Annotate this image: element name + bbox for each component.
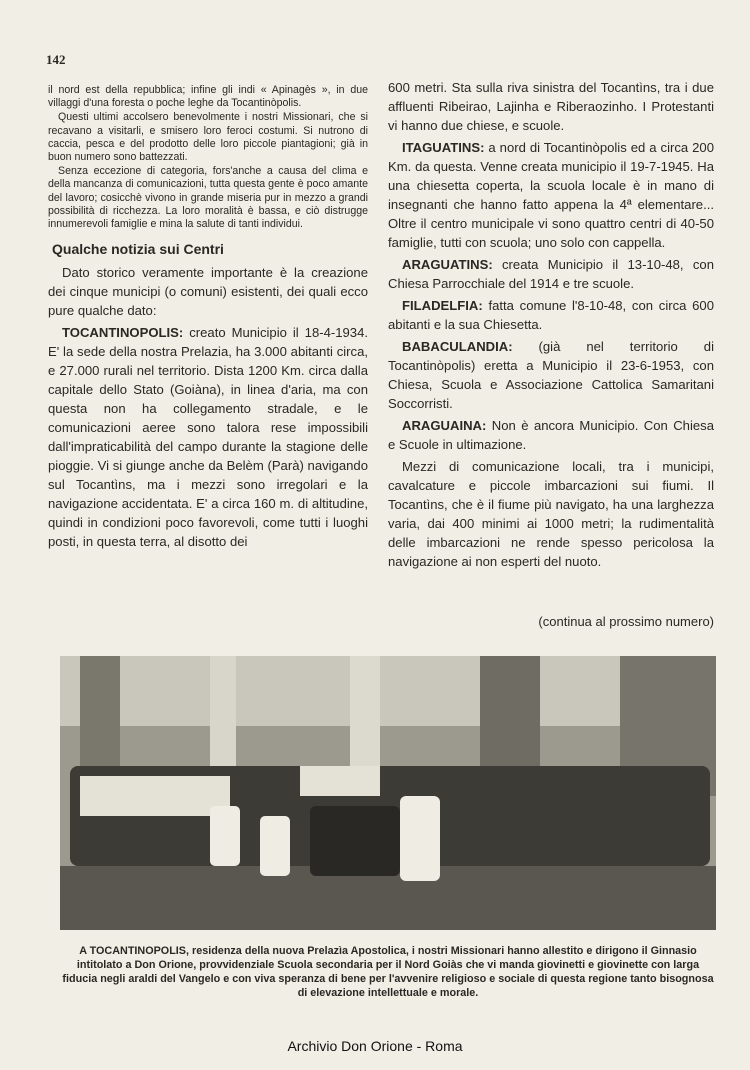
photo-caption: A TOCANTINOPOLIS, residenza della nuova Prelazìa Apostolica, i nostri Missionari hanno allestito e dirigono il Ginnasio intitolato a Don Orione, provvidenziale Scuola secondaria per il Nord Goiàs che vi manda giovinetti e giovinette con larga fiducia negli araldi del Vangelo e con viva speranza di bene per l'avvenire religioso e sociale di questa regione tanto bisognosa di elevazione intellettuale e morale. [62, 945, 714, 999]
group-photo-illustration [60, 656, 716, 930]
group-photo [60, 656, 716, 930]
page-number: 142 [46, 52, 66, 67]
paragraph: Questi ultimi accolsero benevolmente i nostri Missionari, che si recavano a visitarli, e smisero loro feroci costumi. Si nutrono di caccia, pesca e del prodotto delle loro piccole piantagioni; già in buon numero sono battezzati. [48, 111, 368, 164]
paragraph: ARAGUAINA: Non è ancora Municipio. Con Chiesa e Scuole in ultimazione. [388, 418, 714, 452]
paragraph: TOCANTINOPOLIS: creato Municipio il 18-4-1934. E' la sede della nostra Prelazia, ha 3.000 abitanti circa, e 27.000 rurali nel territorio. Dista 1200 Km. circa dalla capitale dello Stato (Goiàna), in linea d'aria, ma con questa non ha collegamento stradale, e le comunicazioni aeree sono talora rese impossibili dall'impraticabilità del campo durante la stagione delle pioggie. Vi si giunge anche da Belèm (Parà) navigando sul Tocantìns, ma i mezzi sono irregolari e la navigazione accidentata. E' a circa 160 m. di altitudine, quindi in condizioni poco favorevoli, come tutti i luoghi posti, in questa terra, al disotto dei [48, 325, 368, 550]
paragraph: 600 metri. Sta sulla riva sinistra del Tocantìns, tra i due affluenti Ribeirao, Lajinha e Riberaozinho. I Protestanti vi hanno due chiese, e scuole. [388, 80, 714, 133]
paragraph: ITAGUATINS: a nord di Tocantinòpolis ed a circa 200 Km. da questa. Venne creata municipio il 19-7-1945. Ha una chiesetta coperta, la scuola locale è in mano di insegnanti che hanno fatto appena la 4ª elementare... Oltre il centro municipale vi sono quattro centri di 40-50 famiglie, tutti con scuola; uno solo con cappella. [388, 140, 714, 250]
paragraph: il nord est della repubblica; infine gli indi « Apinagès », in due villaggi d'una foresta o poche leghe da Tocantinòpolis. [48, 84, 368, 110]
paragraph: ARAGUATINS: creata Municipio il 13-10-48, con Chiesa Parrocchiale del 1914 e tre scuole. [388, 257, 714, 291]
paragraph: BABACULANDIA: (già nel territorio di Tocantinòpolis) eretta a Municipio il 23-6-1953, con Chiesa, Scuola e Associazione Cattolica Samaritani Soccorristi. [388, 339, 714, 411]
left-column [48, 84, 368, 554]
intro-text [48, 84, 368, 231]
paragraph: Dato storico veramente importante è la creazione dei cinque municipi (o comuni) esistenti, dei quali ecco pure qualche dato: [48, 265, 368, 319]
paragraph: Mezzi di comunicazione locali, tra i municipi, cavalcature e piccole imbarcazioni sui fiumi. Il Tocantìns, che è il fiume più navigato, ha una larghezza varia, dai 400 minimi ai 1000 metri; la rudimentalità delle imbarcazioni ne rende spesso pericolosa la navigazione ai non esperti del nuoto. [388, 459, 714, 569]
section-title: Qualche notizia sui Centri [52, 241, 224, 258]
paragraph: FILADELFIA: fatta comune l'8-10-48, con circa 600 abitanti e la sua Chiesetta. [388, 298, 714, 332]
right-column [388, 78, 714, 574]
paragraph: Senza eccezione di categoria, fors'anche a causa del clima e della mancanza di comunicazioni, tutta questa gente è poco amante del lavoro; cosicchè vivono in grande miseria pur in mezzo a grandi possibilità di ricchezza. La loro moralità è bassa, e ciò distrugge innumerevoli famiglie e mina la salute di tanti individui. [48, 165, 368, 231]
continued-note: (continua al prossimo numero) [538, 614, 714, 629]
left-body [48, 263, 368, 551]
archive-footer: Archivio Don Orione - Roma [287, 1038, 463, 1054]
